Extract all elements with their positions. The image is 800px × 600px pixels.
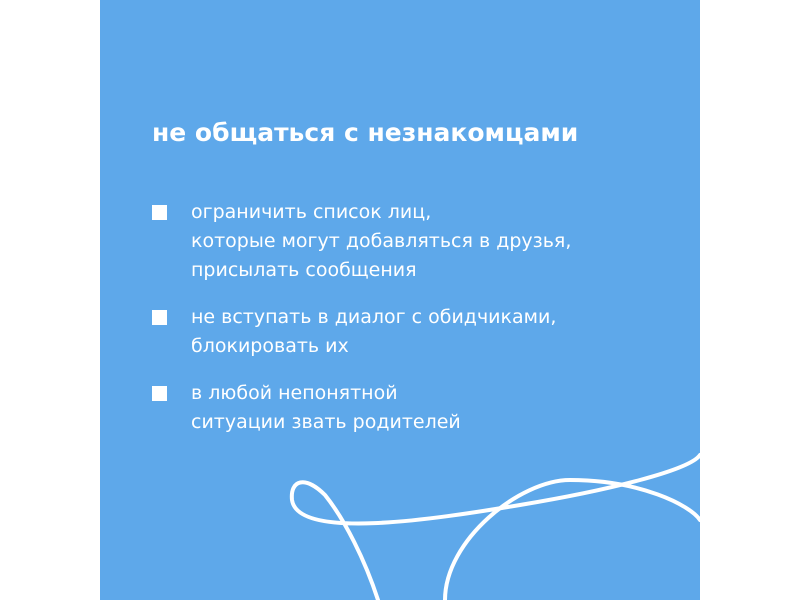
swirl-loop xyxy=(292,455,700,600)
card-title: не общаться с незнакомцами xyxy=(152,118,579,147)
info-card xyxy=(100,0,700,600)
list-item-line: присылать сообщения xyxy=(191,259,417,281)
swirl-arc xyxy=(445,480,700,600)
list-item-line: ситуации звать родителей xyxy=(191,411,461,433)
list-item-line: блокировать их xyxy=(191,335,349,357)
list-item-line: ограничить список лиц, xyxy=(191,201,432,223)
list-item-line: не вступать в диалог с обидчиками, xyxy=(191,306,557,328)
list-item-line: которые могут добавляться в друзья, xyxy=(191,230,572,252)
decorative-swirl-icon xyxy=(100,0,700,600)
list-item-line: в любой непонятной xyxy=(191,382,398,404)
